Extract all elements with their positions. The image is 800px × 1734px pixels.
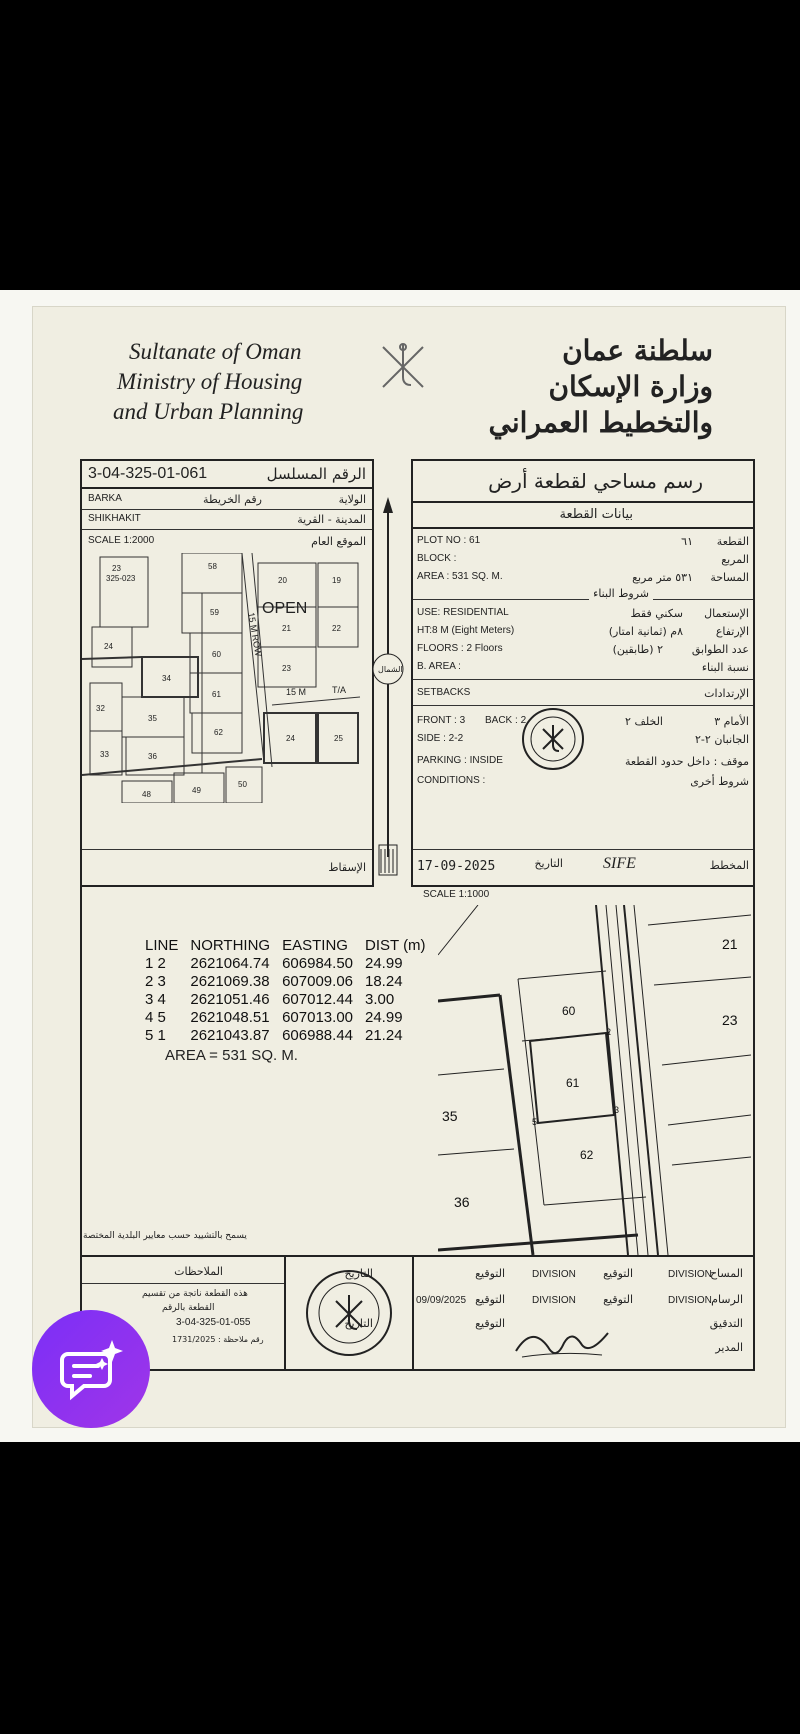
cell: 2 3 <box>145 973 166 990</box>
divider <box>82 509 372 510</box>
height-label-ar: الإرتفاع <box>715 625 749 638</box>
ministry-en-line2: Ministry of Housing <box>117 369 303 394</box>
drawing-date: 17-09-2025 <box>417 859 496 874</box>
table-header-row <box>139 937 432 955</box>
table-row <box>139 973 432 991</box>
plot-label: 35 <box>148 714 157 723</box>
projection-label: الإسقاط <box>328 861 366 874</box>
area-label-ar: المساحة <box>710 571 749 584</box>
floors-ar: ٢ (طابقين) <box>612 643 663 656</box>
point-label: 5 <box>532 1117 538 1127</box>
header-line: LINE <box>145 937 179 954</box>
ministry-name-ar <box>463 333 713 441</box>
front-setback-ar: الأمام ٣ <box>714 715 749 728</box>
ministry-ar-line1: سلطنة عمان <box>562 334 713 367</box>
divider <box>82 487 372 489</box>
setbacks-ar: الإرتدادات <box>704 687 749 700</box>
ministry-seal-icon <box>521 707 585 771</box>
chat-sparkle-icon <box>32 1310 150 1428</box>
cell: 3.00 <box>365 991 395 1008</box>
city-value: SHIKHAKIT <box>88 513 141 524</box>
table-row <box>139 955 432 973</box>
division-3: DIVISION <box>532 1295 576 1306</box>
ministry-en-line3: and Urban Planning <box>113 399 304 424</box>
plot-label: 60 <box>212 650 221 659</box>
notes-line1: هذه القطعة ناتجة من تقسيم <box>142 1289 248 1299</box>
permission-note: يسمح بالتشييد حسب معايير البلدية المختصة <box>83 1231 247 1241</box>
wilayat-label: الولاية <box>338 493 366 506</box>
plot-label: 19 <box>332 576 341 585</box>
plot-data-subtitle: بيانات القطعة <box>559 507 633 522</box>
divider <box>413 705 753 706</box>
plot-label: 34 <box>162 674 171 683</box>
surveyor-label: المساح <box>709 1267 743 1280</box>
signature-label-2: التوقيع <box>475 1267 505 1280</box>
plot-label: 36 <box>148 752 157 761</box>
cell: 3 4 <box>145 991 166 1008</box>
table-row <box>139 1009 432 1027</box>
location-panel <box>80 459 374 887</box>
map-label: 35 <box>442 1108 458 1124</box>
footer-table <box>80 1255 755 1371</box>
header-northing: NORTHING <box>190 937 271 954</box>
plot-label-ar: القطعة <box>716 535 749 548</box>
map-label: 62 <box>580 1148 594 1162</box>
conditions-ar: شروط أخرى <box>690 775 749 788</box>
divider <box>82 1283 284 1284</box>
use-ar: سكني فقط <box>630 607 683 620</box>
header-easting: EASTING <box>282 937 348 954</box>
table-row <box>139 991 432 1009</box>
plot-label: 50 <box>238 780 247 789</box>
open-label: OPEN <box>262 600 308 617</box>
height-ar: ٨م (ثمانية امتار) <box>608 625 683 638</box>
cell: 2621064.74 <box>190 955 270 972</box>
location-scale: SCALE 1:2000 <box>88 535 155 546</box>
back-setback: BACK : 2 <box>485 715 527 726</box>
notes-ref: 3-04-325-01-055 <box>176 1317 251 1328</box>
ministry-ar-line2: وزارة الإسكان <box>548 370 713 403</box>
planner-label-ar: المخطط <box>709 859 749 872</box>
date-label-ar: التاريخ <box>534 857 563 870</box>
plot-label: 23 <box>112 564 121 573</box>
plot-label: 325-023 <box>106 574 136 583</box>
serial-label: الرقم المسلسل <box>266 465 366 483</box>
north-label: الشمال <box>378 665 403 674</box>
surveyor-division: DIVISION <box>668 1269 712 1280</box>
building-conditions-ar: شروط البناء <box>589 587 653 600</box>
cell: 607013.00 <box>282 1009 353 1026</box>
division-2: DIVISION <box>532 1269 576 1280</box>
building-area-label-ar: نسبة البناء <box>701 661 749 674</box>
plot-label: 58 <box>208 562 217 571</box>
serial-number: 3-04-325-01-061 <box>88 465 208 482</box>
plot-label: 24 <box>104 642 113 651</box>
coordinates-table <box>139 937 432 1045</box>
map-label: 61 <box>566 1076 580 1090</box>
date-label-1: التاريخ <box>344 1267 373 1280</box>
plot-label: 25 <box>334 734 343 743</box>
plot-label: 62 <box>214 728 223 737</box>
signature-label-4: التوقيع <box>475 1317 505 1330</box>
floors: FLOORS : 2 Floors <box>417 643 503 654</box>
manager-label: المدير <box>715 1341 743 1354</box>
parking-ar: موقف : داخل حدود القطعة <box>625 755 749 768</box>
map-label: 36 <box>454 1194 470 1210</box>
cell: 2621043.87 <box>190 1027 270 1044</box>
plot-label: 49 <box>192 786 201 795</box>
approval-date: 09/09/2025 <box>416 1295 467 1306</box>
cell: 4 5 <box>145 1009 166 1026</box>
parking: PARKING : INSIDE <box>417 755 503 766</box>
drafter-signature-label: التوقيع <box>603 1293 633 1306</box>
plot-no: PLOT NO : 61 <box>417 535 481 546</box>
notes-line2: القطعة بالرقم <box>162 1303 215 1313</box>
cell: 2621051.46 <box>190 991 270 1008</box>
divider <box>412 1257 414 1369</box>
plot-no-ar: ٦١ <box>681 535 693 548</box>
building-area: B. AREA : <box>417 661 461 672</box>
back-setback-ar: الخلف ٢ <box>625 715 663 728</box>
cell: 607009.06 <box>282 973 353 990</box>
map-label: 60 <box>562 1004 576 1018</box>
divider <box>82 529 372 530</box>
plot-label: 59 <box>210 608 219 617</box>
cell: 606984.50 <box>282 955 353 972</box>
divider <box>82 849 372 850</box>
cell: 5 1 <box>145 1027 166 1044</box>
oman-emblem-icon <box>373 337 433 397</box>
date-label-2: التاريخ <box>344 1317 373 1330</box>
signature-label-3: التوقيع <box>475 1293 505 1306</box>
cell: 606988.44 <box>282 1027 353 1044</box>
divider <box>413 679 753 680</box>
plot-label: 20 <box>278 576 287 585</box>
notes-ref2: رقم ملاحظة : 1731/2025 <box>172 1335 264 1344</box>
plot-label: 21 <box>282 624 291 633</box>
location-label: الموقع العام <box>311 535 366 548</box>
block: BLOCK : <box>417 553 457 564</box>
divider <box>284 1257 286 1369</box>
ai-assistant-button[interactable] <box>32 1310 150 1428</box>
plot-label: 24 <box>286 734 295 743</box>
checker-label: التدقيق <box>709 1317 743 1330</box>
side-setback-ar: الجانبان ٢-٢ <box>695 733 749 746</box>
cell: 1 2 <box>145 955 166 972</box>
plot-detail-map <box>438 905 751 1255</box>
setbacks: SETBACKS <box>417 687 471 698</box>
ministry-name-en <box>113 337 303 427</box>
side-setback: SIDE : 2-2 <box>417 733 464 744</box>
total-area: AREA = 531 SQ. M. <box>165 1047 298 1064</box>
cell: 24.99 <box>365 1009 403 1026</box>
conditions: CONDITIONS : <box>417 775 486 786</box>
block-label-ar: المربع <box>721 553 749 566</box>
survey-sheet <box>32 306 786 1428</box>
area-ar: ٥٣١ متر مربع <box>632 571 693 584</box>
surveyor-signature-label: التوقيع <box>603 1267 633 1280</box>
plot-label: 48 <box>142 790 151 799</box>
map-label: 21 <box>722 936 738 952</box>
ministry-ar-line3: والتخطيط العمراني <box>488 406 713 439</box>
cell: 2621048.51 <box>190 1009 270 1026</box>
header-dist: DIST (m) <box>365 937 426 954</box>
area: AREA : 531 SQ. M. <box>417 571 503 582</box>
cell: 18.24 <box>365 973 403 990</box>
drafter-division: DIVISION <box>668 1295 712 1306</box>
handwritten-signature <box>512 1321 612 1365</box>
cell: 607012.44 <box>282 991 353 1008</box>
plot-label: 61 <box>212 690 221 699</box>
divider <box>413 599 753 600</box>
point-label: 3 <box>614 1105 620 1115</box>
notes-label: الملاحظات <box>174 1265 223 1278</box>
map-no-label: رقم الخريطة <box>203 493 262 506</box>
cell: 2621069.38 <box>190 973 270 990</box>
planner-signature: SIFE <box>603 855 636 872</box>
height: HT:8 M (Eight Meters) <box>417 625 515 636</box>
plot-data-panel <box>411 459 755 887</box>
plot-label: 23 <box>282 664 291 673</box>
detail-scale: SCALE 1:1000 <box>423 889 490 900</box>
road-label: 15 M ROW <box>246 611 264 658</box>
city-label: المدينة - القرية <box>297 513 366 526</box>
north-arrow-icon <box>369 497 407 877</box>
road-label: 15 M <box>286 687 307 697</box>
divider <box>413 849 753 850</box>
location-map <box>82 553 372 803</box>
use-label-ar: الإستعمال <box>704 607 749 620</box>
ministry-en-line1: Sultanate of Oman <box>129 339 302 364</box>
plot-label: 33 <box>100 750 109 759</box>
front-setback: FRONT : 3 <box>417 715 466 726</box>
table-row <box>139 1027 432 1045</box>
document-paper <box>0 290 800 1442</box>
map-label: 23 <box>722 1012 738 1028</box>
floors-label-ar: عدد الطوابق <box>691 643 749 656</box>
plot-label: 22 <box>332 624 341 633</box>
document-title: رسم مساحي لقطعة أرض <box>488 469 703 493</box>
ta-label: T/A <box>332 685 347 695</box>
plot-label: 32 <box>96 704 105 713</box>
drafter-label: الرسام <box>711 1293 743 1306</box>
cell: 21.24 <box>365 1027 403 1044</box>
divider <box>413 527 753 529</box>
wilayat-value: BARKA <box>88 493 122 504</box>
point-label: 2 <box>606 1027 612 1037</box>
use: USE: RESIDENTIAL <box>417 607 509 618</box>
cell: 24.99 <box>365 955 403 972</box>
divider <box>413 501 753 503</box>
